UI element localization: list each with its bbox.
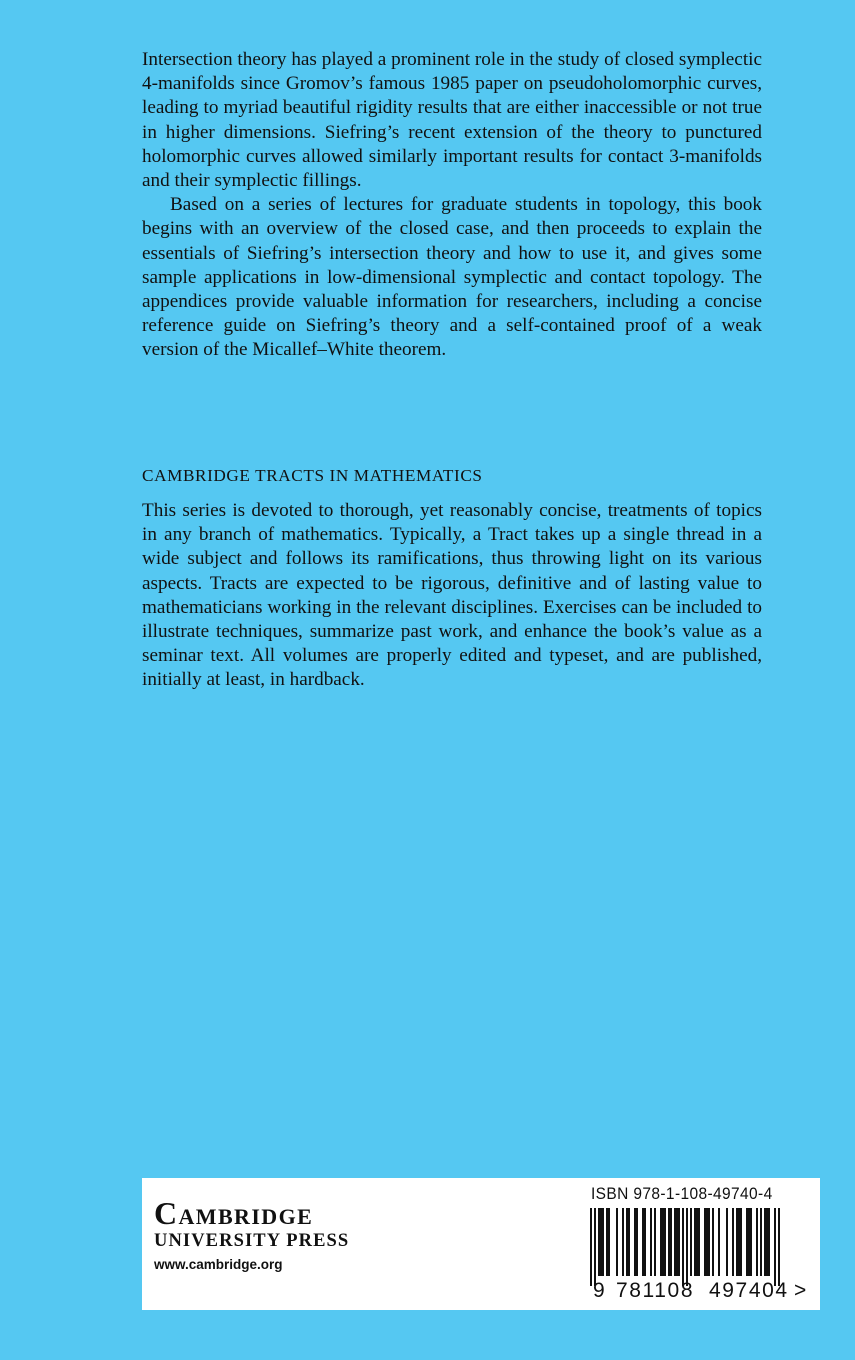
barcode-guard-bar [682,1208,684,1286]
barcode-bar [634,1208,638,1276]
barcode-bar [732,1208,734,1276]
barcode-bar [622,1208,624,1276]
barcode-bar [616,1208,618,1276]
barcode-bar [712,1208,714,1276]
barcode-bar [668,1208,672,1276]
barcode-quiet-zone-mark: > [794,1279,807,1302]
publisher-logo-name: Cambridge [154,1195,314,1231]
back-cover-blurb [142,48,762,363]
barcode-guard-bar [774,1208,776,1286]
barcode-bar [726,1208,728,1276]
barcode-bar [718,1208,720,1276]
publisher-logo-subtitle: UNIVERSITY PRESS [154,1231,350,1251]
barcode-bar [756,1208,758,1276]
barcode-bar [694,1208,700,1276]
series-description: This series is devoted to thorough, yet reasonably concise, treatments of topics in any branch of mathematics. Typically, a Tract takes up a single thread in a wide subject and follows its ramifications, thus throwing light on its various aspects. Tracts are expected to be rigorous, definitive and of lasting value to mathematicians working in the relevant disciplines. Exercises can be included to illustrate techniques, summarize past work, and enhance the book’s value as a seminar text. All volumes are properly edited and typeset, and are published, initially at least, in hardback. [142,500,762,691]
barcode-guard-bar [590,1208,592,1286]
isbn-barcode [580,1208,790,1288]
barcode-guard-bar [594,1208,596,1286]
barcode-bar [764,1208,770,1276]
publisher-url: www.cambridge.org [154,1257,283,1272]
barcode-bar [650,1208,652,1276]
barcode-bar [674,1208,680,1276]
isbn-label: ISBN 978-1-108-49740-4 [591,1185,773,1203]
barcode-bar [704,1208,710,1276]
barcode-bar [654,1208,656,1276]
barcode-bar [736,1208,742,1276]
barcode-bar [690,1208,692,1276]
barcode-guard-bar [686,1208,688,1286]
barcode-bar [626,1208,630,1276]
blurb-paragraph-2: Based on a series of lectures for graduate students in topology, this book begins with an overview of the closed case, and then proceeds to explain the essentials of Siefring’s intersection theory and how to use it, and gives some sample applications in low-dimensional symplectic and contact topology. The appendices provide valuable information for researchers, including a concise reference guide on Siefring’s theory and a self-contained proof of a weak version of the Micallef–White theorem. [142,194,762,361]
barcode-bar [660,1208,666,1276]
barcode-bar [642,1208,646,1276]
barcode-left-digits: 781108 [616,1279,695,1302]
publisher-barcode-box [142,1178,820,1310]
barcode-bar [760,1208,762,1276]
series-title: CAMBRIDGE TRACTS IN MATHEMATICS [142,466,483,485]
barcode-bar [746,1208,752,1276]
blurb-paragraph-1: Intersection theory has played a prominent role in the study of closed symplectic 4-manifolds since Gromov’s famous 1985 paper on pseudoholomorphic curves, leading to myriad beautiful rigidity results that are either inaccessible or not true in higher dimensions. Siefring’s recent extension of the theory to punctured holomorphic curves allowed similarly important results for contact 3-manifolds and their symplectic fillings. [142,49,762,192]
barcode-right-digits: 497404 [709,1279,789,1302]
barcode-guard-bar [778,1208,780,1286]
barcode-first-digit: 9 [593,1279,605,1302]
barcode-bar [606,1208,610,1276]
barcode-bar [598,1208,604,1276]
